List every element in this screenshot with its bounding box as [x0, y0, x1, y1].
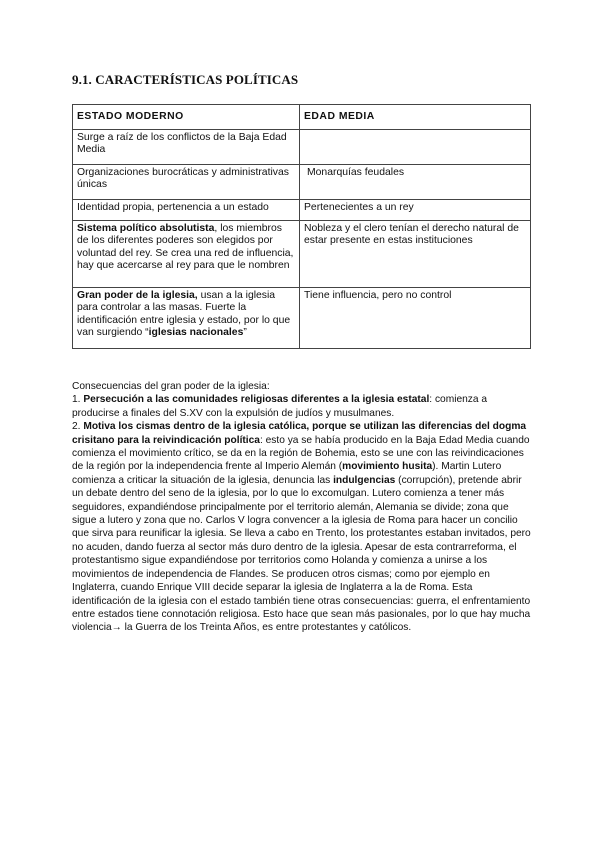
item-text: ). Martin Lutero comienza a criticar la situación de la iglesia, denuncia las: [72, 461, 502, 486]
cell-bold-text: Gran poder de la iglesia,: [77, 290, 198, 301]
table-cell: Identidad propia, pertenencia a un estado: [73, 200, 300, 221]
consequence-1: [72, 393, 532, 420]
table-row: [73, 221, 531, 288]
cell-bold-text: Sistema político absolutista: [77, 223, 215, 234]
cell-text: usan a la iglesia para controlar a las masas. Fuerte la identificación entre iglesia y estado, por lo que van surgiendo “: [77, 290, 291, 339]
table-cell: Tiene influencia, pero no control: [300, 288, 531, 349]
cell-text: , los miembros de los diferentes poderes son elegidos por voluntad del rey. Se crea una red de influencia, hay que acercarse al rey para que le nombren: [77, 223, 294, 272]
item-text: (corrupción), pretende abrir un debate dentro del seno de la iglesia, por lo que lo excomulgan. Lutero comienza a tener más seguidores, expandiéndose principalmente por el territorio alemán, Alemania se divide; zona que sigue a lutero y zona que no. Carlos V logra convencer a la iglesia de Roma para hacer un concilio que sirva para reunificar la iglesia. Se lleva a cabo en Trento, los protestantes estaban invitados, pero no acuden, dando fuerza al sector más duro dentro de la iglesia. Apesar de esta contrarreforma, el protestantismo sigue expandiéndose por territorios como Holanda y comienza a unirse a los movimientos de independencia de Flandes. Se producen otros cismas; como por ejemplo en Inglaterra, cuando Enrique VIII decide separar la iglesia de Inglaterra a la de Roma. Esta identificación de la iglesia con el estado también tiene otras consecuencias: guerra, el enfrentamiento entre estados tiene connotación religiosa. Esto hace que sean más pasionales, por lo que hay mucha violencia→ la Guerra de los Treinta Años, es entre protestantes y católicos.: [72, 474, 531, 634]
item-text: : esto ya se había producido en la Baja Edad Media cuando comienza el movimiento crítico, se da en la región de Bohemia, esto se une con las reivindicaciones de la región por la independencia frente al Imperio Alemán (: [72, 434, 530, 473]
table-row: [73, 130, 531, 165]
cell-bold-text: iglesias nacionales: [148, 327, 244, 339]
comparison-table: [72, 104, 531, 349]
item-bold-text: Persecución a las comunidades religiosas diferentes a la iglesia estatal: [83, 394, 430, 406]
table-cell: Monarquías feudales: [300, 165, 531, 200]
table-cell: Surge a raíz de los conflictos de la Baja Edad Media: [73, 130, 300, 165]
section-heading: 9.1. CARACTERÍSTICAS POLÍTICAS: [72, 72, 299, 87]
table-cell: Pertenecientes a un rey: [300, 200, 531, 221]
item-number: 1.: [72, 394, 84, 406]
table-cell: Organizaciones burocráticas y administrativas únicas: [73, 165, 300, 200]
table-row: [73, 288, 531, 349]
table-cell: [73, 288, 300, 349]
item-text: : comienza a producirse a finales del S.XV con la expulsión de judíos y musulmanes.: [72, 394, 488, 419]
item-bold-text: indulgencias: [333, 474, 396, 486]
header-edad-media: EDAD MEDIA: [300, 105, 531, 130]
item-bold-text: Motiva los cismas dentro de la iglesia católica, porque se utilizan las diferencias del dogma crisitano para la reivindicación política: [72, 421, 527, 446]
intro-line: Consecuencias del gran poder de la iglesia:: [72, 381, 270, 392]
header-estado-moderno: ESTADO MODERNO: [73, 105, 300, 130]
cell-text: ”: [243, 327, 247, 339]
consequence-2: [72, 420, 532, 635]
item-number: 2.: [72, 421, 84, 433]
table-row: [73, 165, 531, 200]
body-text: [72, 380, 532, 635]
table-row: [73, 200, 531, 221]
table-cell: [300, 130, 531, 165]
item-bold-text: movimiento husita: [342, 461, 433, 473]
table-header-row: [73, 105, 531, 130]
table-cell: [73, 221, 300, 288]
table-cell: Nobleza y el clero tenían el derecho natural de estar presente en estas instituciones: [300, 221, 531, 288]
